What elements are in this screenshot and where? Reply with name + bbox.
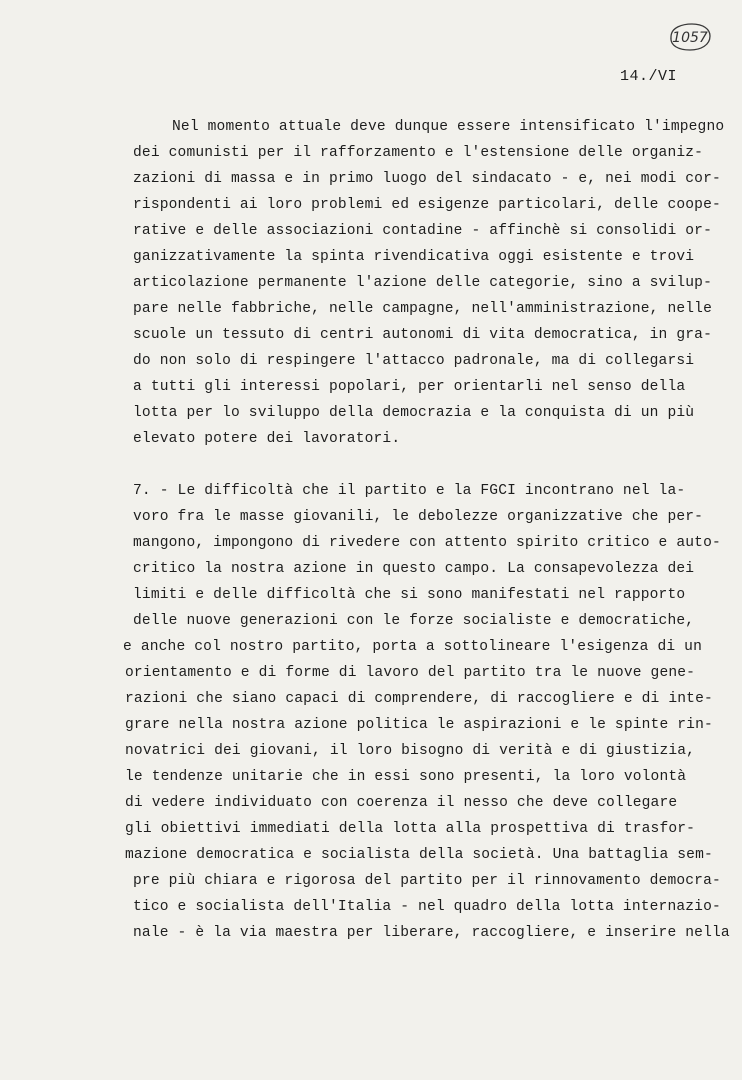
paragraph-line: limiti e delle difficoltà che si sono manifestati nel rapporto [133,587,686,603]
paragraph-line: e anche col nostro partito, porta a sottolineare l'esigenza di un [123,639,702,655]
archive-stamp-icon [665,20,715,54]
paragraph-line: a tutti gli interessi popolari, per orientarli nel senso della [133,379,686,395]
paragraph-line: gli obiettivi immediati della lotta alla prospettiva di trasfor- [125,821,696,837]
paragraph-line: articolazione permanente l'azione delle categorie, sino a svilup- [133,275,712,291]
paragraph-line: grare nella nostra azione politica le aspirazioni e le spinte rin- [125,717,713,733]
svg-text:1057: 1057 [672,30,708,46]
paragraph-line: di vedere individuato con coerenza il nesso che deve collegare [125,795,678,811]
paragraph-line: 7. - Le difficoltà che il partito e la FGCI incontrano nel la- [133,483,686,499]
paragraph-line: zazioni di massa e in primo luogo del sindacato - e, nei modi cor- [133,171,721,187]
page-number: 14./VI [620,68,678,85]
paragraph-line: le tendenze unitarie che in essi sono presenti, la loro volontà [125,769,687,785]
paragraph-line: critico la nostra azione in questo campo. La consapevolezza dei [133,561,695,577]
paragraph-line: delle nuove generazioni con le forze socialiste e democratiche, [133,613,695,629]
paragraph-line: do non solo di respingere l'attacco padronale, ma di collegarsi [133,353,695,369]
paragraph-line: rispondenti ai loro problemi ed esigenze particolari, delle coope- [133,197,721,213]
paragraph-line: elevato potere dei lavoratori. [133,431,401,447]
paragraph-line: ganizzativamente la spinta rivendicativa oggi esistente e trovi [133,249,695,265]
paragraph-line: pare nelle fabbriche, nelle campagne, nell'amministrazione, nelle [133,301,712,317]
paragraph-line: Nel momento attuale deve dunque essere intensificato l'impegno [172,119,725,135]
paragraph-line: lotta per lo sviluppo della democrazia e la conquista di un più [133,405,695,421]
paragraph-line: orientamento e di forme di lavoro del partito tra le nuove gene- [125,665,696,681]
paragraph-line: dei comunisti per il rafforzamento e l'estensione delle organiz- [133,145,704,161]
paragraph-line: rative e delle associazioni contadine - affinchè si consolidi or- [133,223,712,239]
paragraph-line: scuole un tessuto di centri autonomi di vita democratica, in gra- [133,327,712,343]
paragraph-line: novatrici dei giovani, il loro bisogno di verità e di giustizia, [125,743,696,759]
paragraph-line: tico e socialista dell'Italia - nel quadro della lotta internazio- [133,899,721,915]
paragraph-line: razioni che siano capaci di comprendere, di raccogliere e di inte- [125,691,713,707]
paragraph-line: nale - è la via maestra per liberare, raccogliere, e inserire nella [133,925,730,941]
paragraph-line: mazione democratica e socialista della società. Una battaglia sem- [125,847,713,863]
paragraph-line: voro fra le masse giovanili, le debolezze organizzative che per- [133,509,704,525]
paragraph-line: pre più chiara e rigorosa del partito per il rinnovamento democra- [133,873,721,889]
paragraph-line: mangono, impongono di rivedere con attento spirito critico e auto- [133,535,721,551]
